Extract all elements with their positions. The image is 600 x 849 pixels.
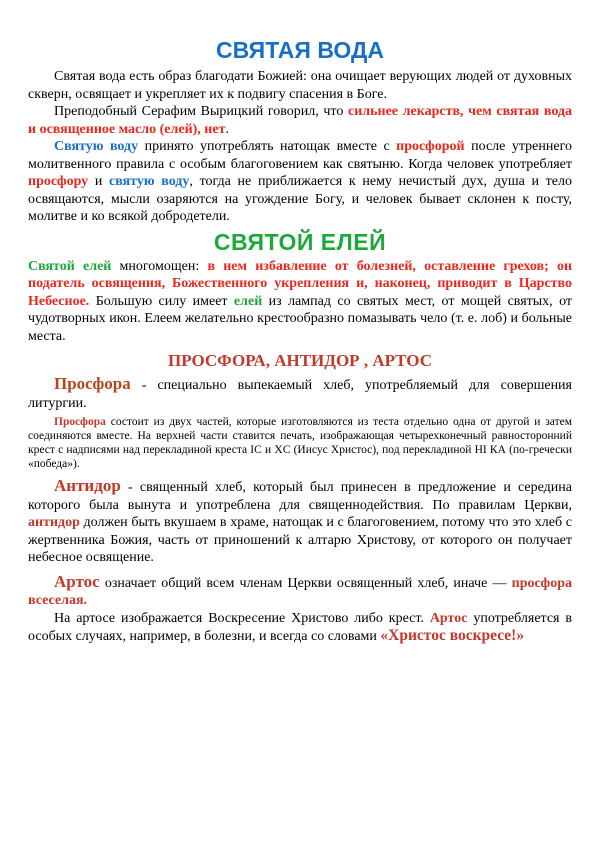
highlight-holy-water: Святую воду [54, 139, 139, 154]
paragraph-artos-usage [28, 610, 572, 646]
text: - специально выпекаемый хлеб, употребляемый для совершения литургии. [28, 378, 572, 411]
highlight-oil-benefits: в нем избавление от болезней, оставление грехов; он податель освящения, Божественного укрепления и, наконец, приводит в Царство Небесное. [28, 258, 573, 309]
paragraph-prosphora-details [28, 415, 572, 471]
highlight-holy-oil: Святой елей [28, 258, 112, 274]
phrase-christ-is-risen: «Христос воскресе!» [380, 627, 525, 644]
highlight-quote: сильнее лекарств, чем святая вода и освященное масло (елей), нет [28, 104, 573, 137]
text: и [88, 174, 110, 189]
text: принято употреблять натощак вместе с [138, 139, 397, 154]
term-antidor: Антидор [54, 476, 121, 495]
paragraph-holy-water-usage [28, 138, 572, 226]
paragraph-prosphora-definition [28, 375, 572, 412]
term-prosphora: Просфора [54, 374, 131, 393]
term-prosphora: Просфора [54, 416, 106, 428]
text: должен быть вкушаем в храме, натощак и с благоговением, потому что это хлеб с жертвенника Божия, часть от приношений к алтарю Христову, от которого он получает небесное освящение. [28, 515, 572, 565]
paragraph-seraphim-quote [28, 103, 572, 138]
highlight-prosphora: просфорой [396, 139, 465, 154]
text: означает общий всем членам Церкви освященный хлеб, иначе — [99, 575, 512, 591]
text: Преподобный Серафим Вырицкий говорил, что [54, 104, 348, 119]
highlight-holy-water: святую воду [109, 174, 190, 189]
term-artos: Артос [429, 610, 468, 626]
text: - священный хлеб, который был принесен в предложение и середина которого была вынута и употреблена для священнодействия. По правилам Церкви, [28, 480, 572, 513]
text: , тогда не приближается к нему нечистый дух, душа и тело освящаются, мысли озаряются на угождение Богу, и человек бывает склонен к посту, молитве и ко всякой добродетели. [28, 174, 572, 224]
text: из лампад со святых мест, от мощей святых, от чудотворных икон. Елеем желательно крестообразно помазывать чело (т. е. лоб) и больные места. [28, 293, 572, 344]
text: Святая вода есть образ благодати Божией: она очищает верующих людей от духовных скверн, освящает и укрепляет их к подвигу спасения в Боге. [28, 69, 572, 102]
text: состоит из двух частей, которые изготовляются из теста отдельно одна от другой и затем соединяются вместе. На верхней части ставится печать, изображающая четырехконечный равносторонний крест с надписями над перекладиной креста IC и XC (Иисус Христос), под перекладиной НI КА (по-гречески «победа»). [28, 416, 572, 470]
text: употребляется в особых случаях, например, в болезни, и всегда со словами [28, 610, 572, 644]
paragraph-artos-definition [28, 573, 572, 610]
title-prosphora-antidor-artos: ПРОСФОРА, АНТИДОР , АРТОС [167, 351, 433, 370]
paragraph-holy-water-definition [28, 68, 572, 103]
text: На артосе изображается Воскресение Христово либо крест. [54, 610, 430, 626]
text: после утреннего молитвенного правила с особым благоговением как святыню. Когда человек употребляет [28, 139, 572, 172]
term-prosphora-vseselaya: просфора всеселая. [28, 575, 572, 608]
text: . [225, 121, 229, 137]
term-antidor: антидор [28, 515, 80, 530]
paragraph-holy-oil [28, 258, 572, 346]
title-holy-oil: СВЯТОЙ ЕЛЕЙ [213, 228, 387, 255]
title-holy-water: СВЯТАЯ ВОДА [216, 37, 384, 63]
text: многомощен: [111, 258, 208, 274]
text: Большую силу имеет [89, 293, 234, 309]
paragraph-antidor [28, 477, 572, 567]
highlight-prosphora: просфору [28, 174, 89, 189]
highlight-oil: елей [233, 293, 263, 309]
term-artos: Артос [54, 571, 100, 591]
